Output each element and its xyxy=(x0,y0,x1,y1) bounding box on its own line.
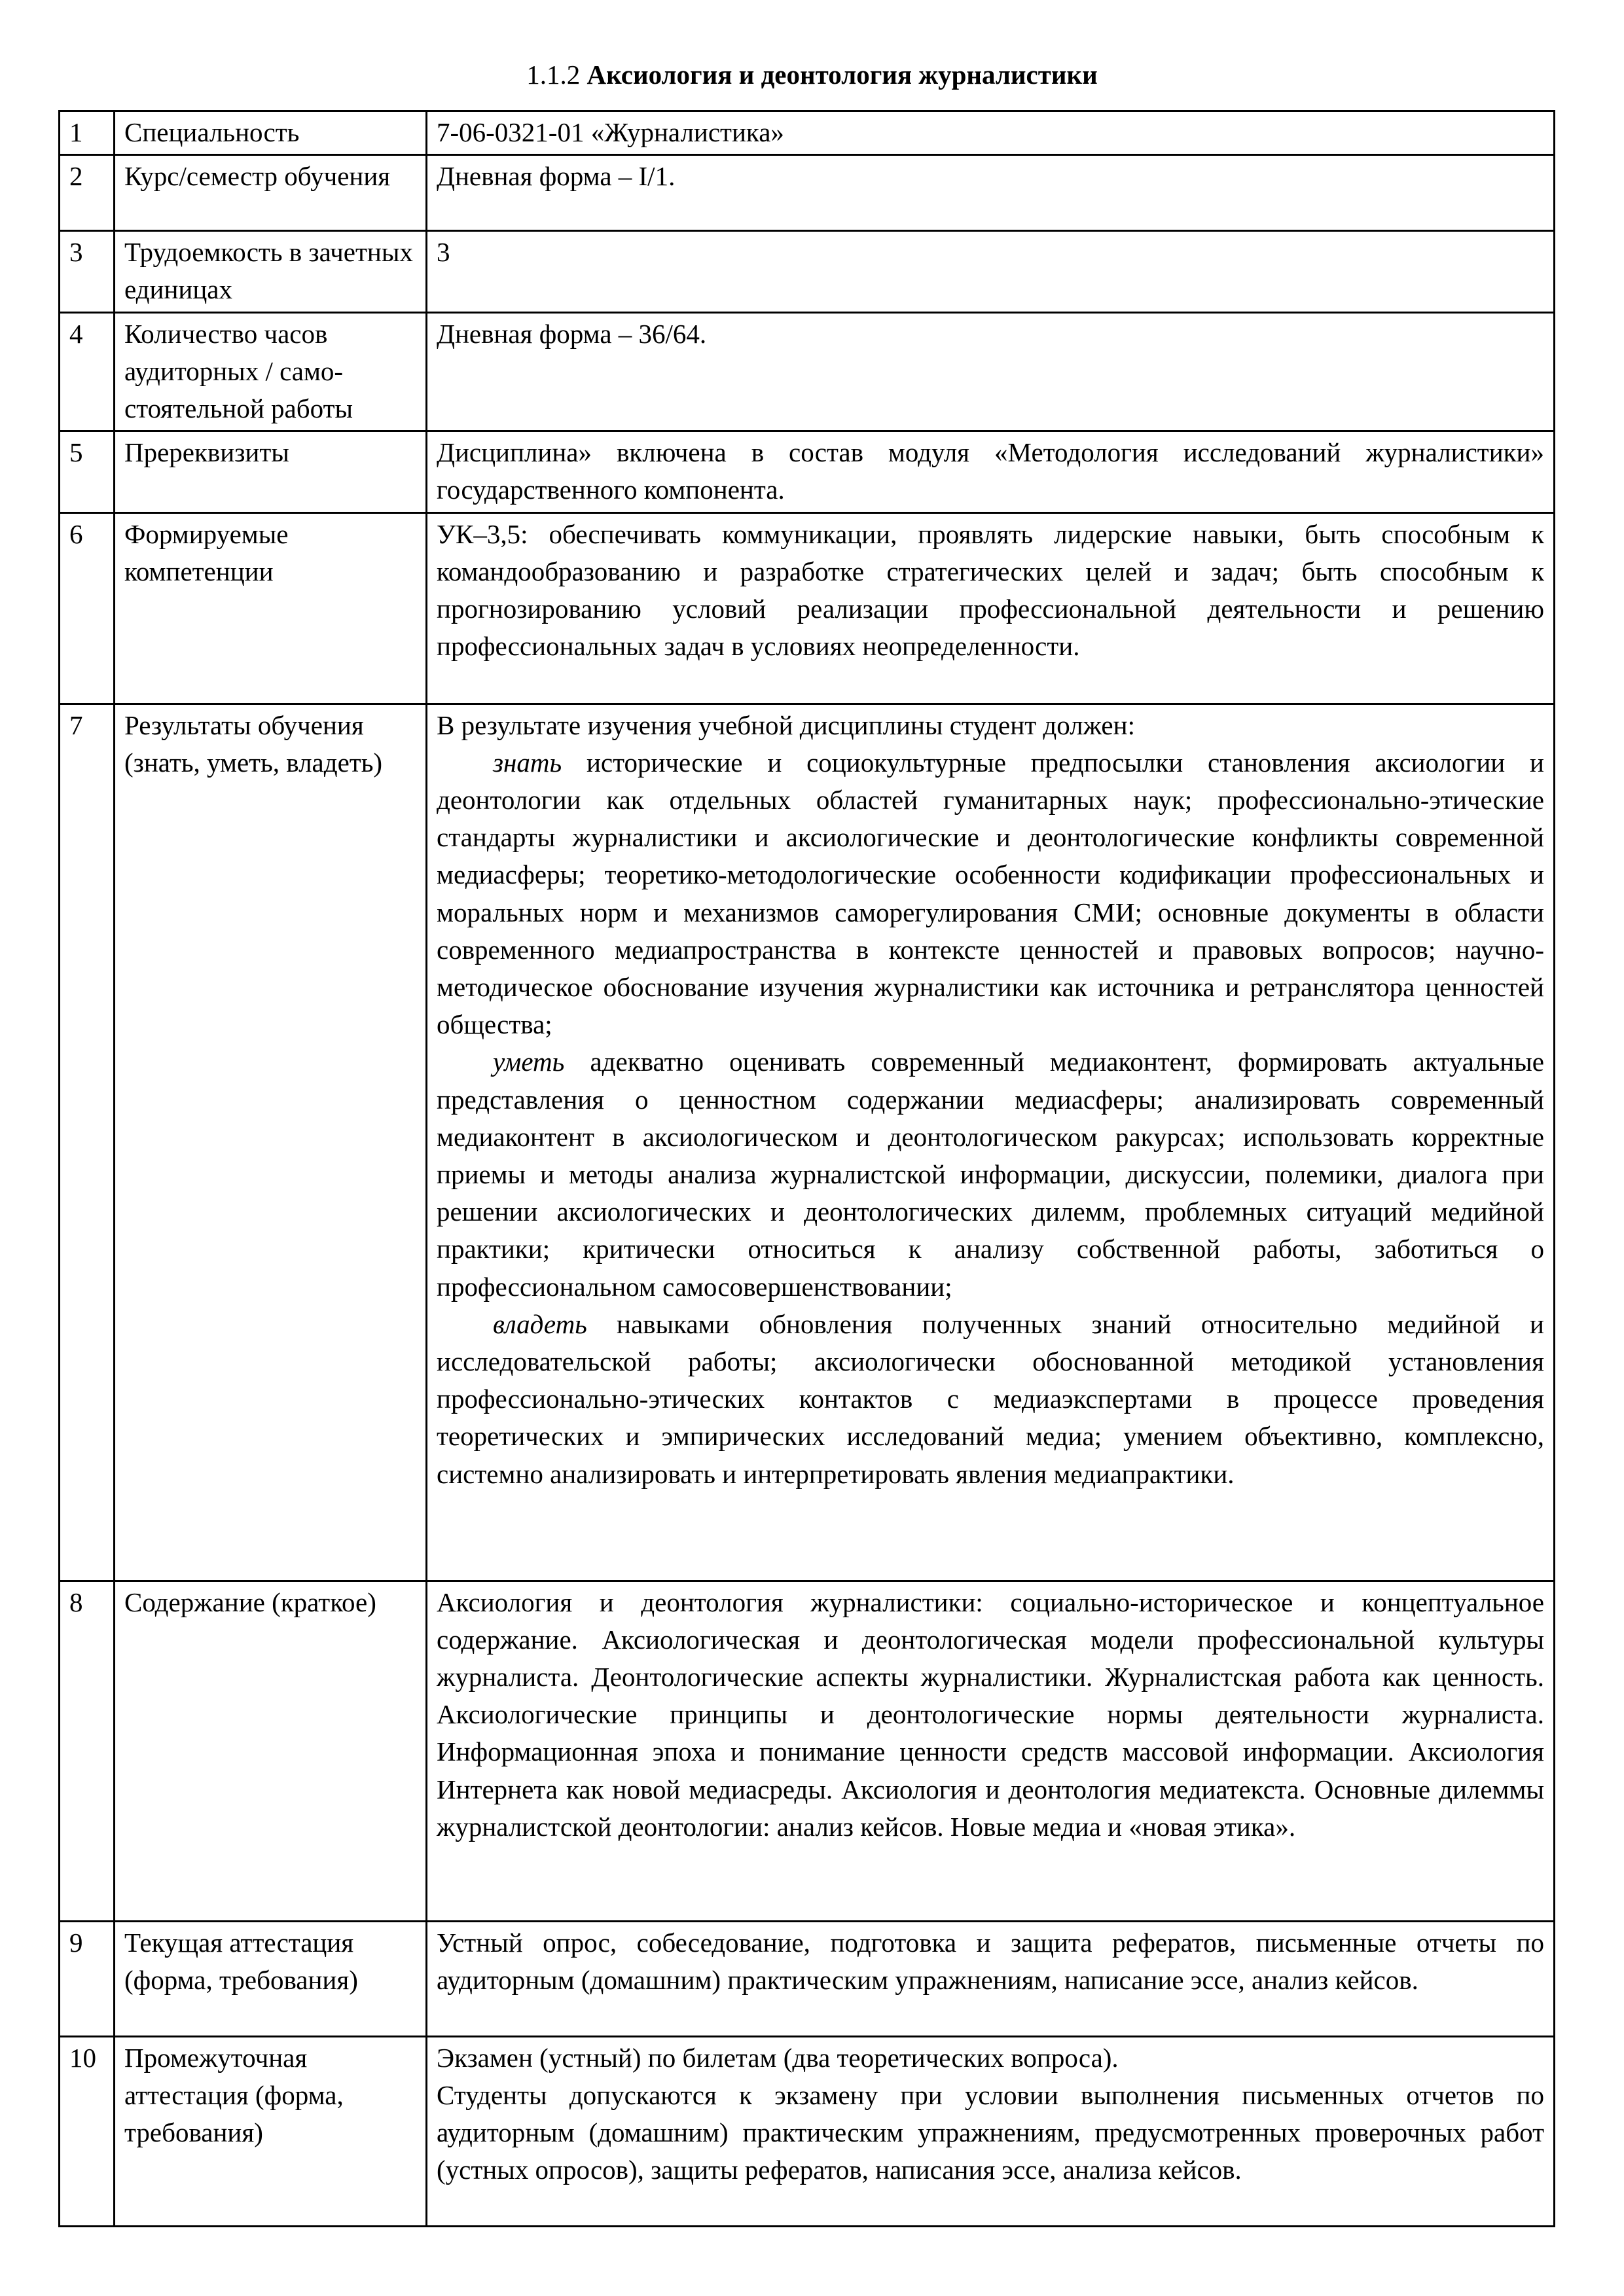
table-row xyxy=(60,512,1555,704)
table-row xyxy=(60,2036,1555,2226)
syllabus-table xyxy=(58,110,1555,2227)
row-value: УК–3,5: обеспечивать коммуникации, проявлять лидерские навыки, быть способным к командообразованию и разработке стратегических целей и задач; быть способным к прогнозированию условий реализации профессиональной деятельности и решению профессиональных задач в условиях неопределенности. xyxy=(427,512,1555,704)
row-number: 8 xyxy=(60,1581,115,1921)
row-number: 4 xyxy=(60,312,115,431)
row-value xyxy=(427,2036,1555,2226)
row-value: 3 xyxy=(427,231,1555,312)
outcome-know-text: исторические и социокультурные предпосылки становления аксиологии и деонтологии как отдельных областей гуманитарных наук; профессионально-этические стандарты журналистики и аксиологические и деонтологические конфликты современной медиасферы; теоретико-методологические особенности кодификации профессиональных и моральных норм и механизмов саморегулирования СМИ; основные документы в области современного медиапространства в контексте ценностей и правовых вопросов; научно-методическое обоснование изучения журналистики как источника и ретранслятора ценностей общества; xyxy=(437,747,1544,1040)
table-row xyxy=(60,431,1555,512)
row-number: 6 xyxy=(60,512,115,704)
row-number: 3 xyxy=(60,231,115,312)
outcome-know-term: знать xyxy=(493,747,562,778)
table-row xyxy=(60,111,1555,155)
outcome-able-text: адекватно оценивать современный медиаконтент, формировать актуальные представления о ценностном содержании медиасферы; анализировать современный медиаконтент в аксиологическом и деонтологическом ракурсах; использовать корректные приемы и методы анализа журналистской информации, дискуссии, полемики, диалога при решении аксиологических и деонтологических дилемм, проблемных ситуаций медийной практики; критически относиться к анализу собственной работы, заботиться о профессиональном самосовершенствовании; xyxy=(437,1047,1544,1302)
table-row xyxy=(60,312,1555,431)
table-row xyxy=(60,704,1555,1581)
learning-outcomes-intro: В результате изучения учебной дисциплины студент должен: xyxy=(437,709,1135,740)
exam-format: Экзамен (устный) по билетам (два теоретических вопроса). xyxy=(437,2042,1119,2073)
row-value: Дисциплина» включена в состав модуля «Методология исследований журналистики» государственного компонента. xyxy=(427,431,1555,512)
row-label: Пререквизиты xyxy=(115,431,427,512)
row-number: 1 xyxy=(60,111,115,155)
row-label: Текущая аттестация (форма, требования) xyxy=(115,1921,427,2036)
row-value: Дневная форма – 36/64. xyxy=(427,312,1555,431)
row-number: 2 xyxy=(60,155,115,231)
row-value: Дневная форма – I/1. xyxy=(427,155,1555,231)
table-row xyxy=(60,231,1555,312)
row-label: Формируемые компетенции xyxy=(115,512,427,704)
row-value: Устный опрос, собеседование, подготовка и защита рефератов, письменные отчеты по аудиторным (домашним) практическим упражнениям, написание эссе, анализ кейсов. xyxy=(427,1921,1555,2036)
row-number: 5 xyxy=(60,431,115,512)
row-value xyxy=(427,704,1555,1581)
table-row xyxy=(60,155,1555,231)
row-label: Количество часов аудиторных / само-стоятельной работы xyxy=(115,312,427,431)
title-number: 1.1.2 xyxy=(526,60,581,90)
outcome-own xyxy=(437,1306,1544,1493)
row-number: 10 xyxy=(60,2036,115,2226)
title-text: Аксиология и деонтология журналистики xyxy=(586,60,1098,90)
row-label: Трудоемкость в зачетных единицах xyxy=(115,231,427,312)
outcome-know xyxy=(437,744,1544,1044)
row-value: Аксиология и деонтология журналистики: социально-историческое и концептуальное содержание. Аксиологическая и деонтологическая модели профессиональной культуры журналиста. Деонтологические аспекты журналистики. Журналистская работа как ценность. Аксиологические принципы и деонтологические нормы деятельности журналиста. Информационная эпоха и понимание ценности средств массовой информации. Аксиология Интернета как новой медиасреды. Аксиология и деонтология медиатекста. Основные дилеммы журналистской деонтологии: анализ кейсов. Новые медиа и «новая этика». xyxy=(427,1581,1555,1921)
row-label: Содержание (краткое) xyxy=(115,1581,427,1921)
row-number: 7 xyxy=(60,704,115,1581)
row-label: Промежуточная аттестация (форма, требования) xyxy=(115,2036,427,2226)
row-number: 9 xyxy=(60,1921,115,2036)
outcome-able xyxy=(437,1043,1544,1305)
document-title xyxy=(0,58,1624,92)
outcome-able-term: уметь xyxy=(493,1047,565,1077)
row-label: Специальность xyxy=(115,111,427,155)
outcome-own-term: владеть xyxy=(493,1308,587,1339)
row-label: Курс/семестр обучения xyxy=(115,155,427,231)
table-row xyxy=(60,1921,1555,2036)
row-value: 7-06-0321-01 «Журналистика» xyxy=(427,111,1555,155)
outcome-own-text: навыками обновления полученных знаний относительно медийной и исследовательской работы; аксиологически обоснованной методикой установления профессионально-этических контактов с медиаэкспертами в процессе проведения теоретических и эмпирических исследований медиа; умением объективно, комплексно, системно анализировать и интерпретировать явления медиапрактики. xyxy=(437,1308,1544,1489)
row-label: Результаты обучения (знать, уметь, владеть) xyxy=(115,704,427,1581)
table-row xyxy=(60,1581,1555,1921)
exam-admission: Студенты допускаются к экзамену при условии выполнения письменных отчетов по аудиторным (домашним) практическим упражнениям, предусмотренных проверочных работ (устных опросов), защиты рефератов, написания эссе, анализа кейсов. xyxy=(437,2079,1544,2185)
